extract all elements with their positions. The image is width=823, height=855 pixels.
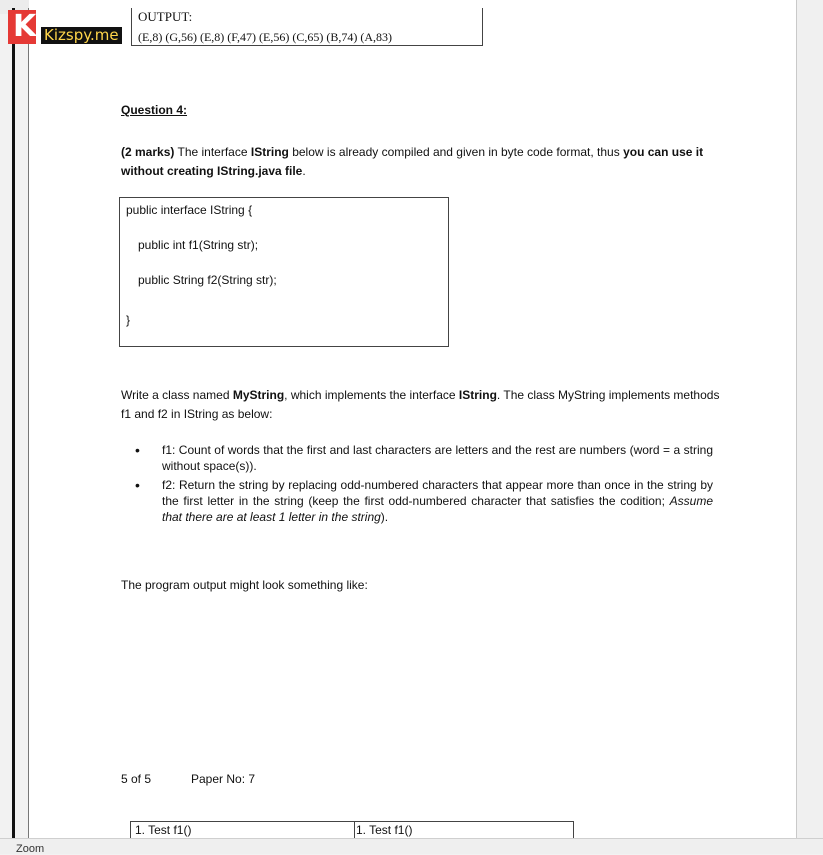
paper-number: Paper No: 7 [191, 772, 256, 786]
output-note: The program output might look something like: [121, 578, 368, 592]
list-item: • f2: Return the string by replacing odd-numbered characters that appear more than once in the string by the first letter in the string (keep the first odd-numbered character that satisfies the codition; Assume that there are at least 1 letter in the string). [135, 477, 713, 525]
status-bar [0, 838, 823, 854]
table-cell: 1. Test f1() [131, 822, 355, 839]
code-line: public String f2(String str); [138, 273, 277, 287]
output-values: (E,8) (G,56) (E,8) (F,47) (E,56) (C,65) (B,74) (A,83) [138, 30, 392, 44]
zoom-control[interactable]: Zoom [16, 843, 45, 855]
output-table [130, 821, 574, 839]
page-left-edge [28, 8, 29, 838]
table-cell: 1. Test f1() [356, 823, 413, 837]
task-description: Write a class named MyString, which implements the interface IString. The class MyString implements methods f1 and f2 in IString as below: [121, 388, 720, 421]
requirements-list [135, 442, 713, 528]
output-box [131, 8, 483, 46]
question-title: Question 4: [121, 103, 188, 117]
code-box [119, 197, 449, 347]
question-marks: (2 marks) [121, 145, 175, 159]
page-number: 5 of 5 [121, 772, 152, 786]
output-label: OUTPUT: [138, 9, 193, 24]
code-line: public int f1(String str); [138, 238, 259, 252]
watermark-brand: Kizspy.me [41, 27, 122, 44]
question-intro: (2 marks) The interface IString below is already compiled and given in byte code format, thus you can use it without creating IString.java file. [121, 145, 704, 178]
right-gutter [797, 0, 823, 838]
kizspy-logo-icon: K [8, 10, 36, 44]
list-item: • f1: Count of words that the first and last characters are letters and the rest are numbers (word = a string without space(s)). [135, 442, 713, 474]
window-left-border [12, 8, 15, 838]
code-line: public interface IString { [126, 203, 253, 217]
code-line: } [126, 313, 131, 327]
